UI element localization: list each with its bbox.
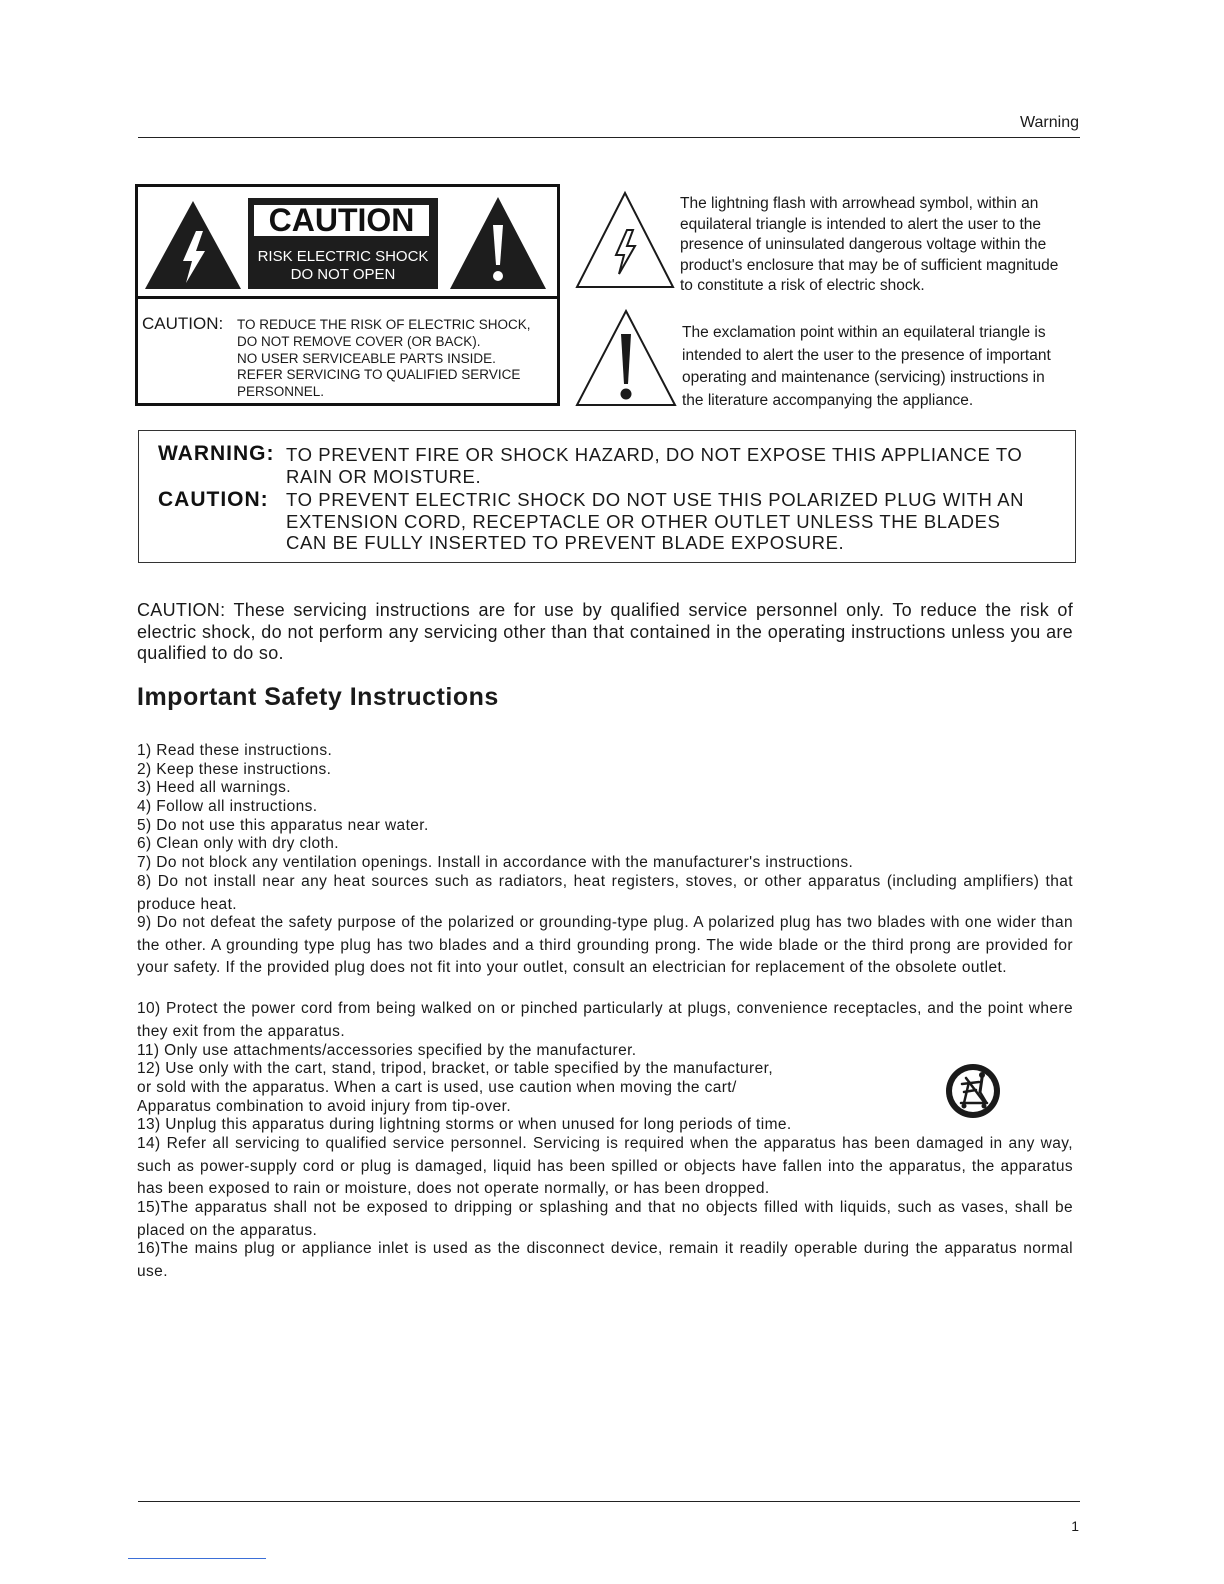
caution-label-lead: CAUTION:: [142, 314, 224, 333]
header-rule: [138, 137, 1080, 138]
lightning-explanation: [680, 194, 1058, 297]
instruction-item: Apparatus combination to avoid injury from tip-over.: [137, 1098, 512, 1115]
page-header-title: Warning: [1020, 114, 1079, 131]
caution-line: EXTENSION CORD, RECEPTACLE OR OTHER OUTLET UNLESS THE BLADES: [286, 510, 1001, 532]
warning-label: WARNING:: [158, 442, 275, 465]
instruction-item: 15)The apparatus shall not be exposed to dripping or splashing and that no objects filled with liquids, such as vases, shall be placed on the apparatus.: [137, 1199, 1073, 1239]
lightning-line: presence of uninsulated dangerous voltage within the: [680, 236, 1047, 253]
exclamation-line: The exclamation point within an equilateral triangle is: [682, 324, 1046, 341]
instruction-item: 4) Follow all instructions.: [137, 798, 318, 815]
caution-label: [135, 184, 560, 406]
instruction-item: 16)The mains plug or appliance inlet is used as the disconnect device, remain it readily operable during the apparatus normal use.: [137, 1240, 1073, 1280]
footer-rule: [138, 1501, 1080, 1502]
caution-label-line: TO REDUCE THE RISK OF ELECTRIC SHOCK,: [237, 317, 531, 332]
warning-text: [286, 444, 1022, 487]
instruction-item: 2) Keep these instructions.: [137, 761, 332, 778]
caution-label-divider: [138, 296, 557, 299]
caution-label-sub1: RISK ELECTRIC SHOCK: [257, 248, 429, 265]
exclamation-warning-icon: [448, 195, 548, 291]
exclamation-outline-icon: [574, 308, 678, 408]
page-number: 1: [1071, 1518, 1079, 1534]
exclamation-explanation: [682, 322, 1051, 412]
instruction-item: 6) Clean only with dry cloth.: [137, 835, 339, 852]
instruction-item: 11) Only use attachments/accessories specified by the manufacturer.: [137, 1042, 637, 1059]
instruction-item: 10) Protect the power cord from being walked on or pinched particularly at plugs, convenience receptacles, and the point where they exit from the apparatus.: [137, 1000, 1073, 1040]
instruction-item: 1) Read these instructions.: [137, 742, 333, 759]
caution-label-line: DO NOT REMOVE COVER (OR BACK).: [237, 333, 481, 349]
caution-label-title: CAUTION: [251, 202, 432, 239]
exclamation-line: the literature accompanying the appliance.: [682, 391, 974, 409]
instruction-item: 13) Unplug this apparatus during lightning storms or when unused for long periods of time.: [137, 1116, 792, 1133]
instruction-item: 7) Do not block any ventilation openings. Install in accordance with the manufacturer's instructions.: [137, 854, 854, 871]
warning-line: TO PREVENT FIRE OR SHOCK HAZARD, DO NOT EXPOSE THIS APPLIANCE TO: [286, 444, 1023, 465]
caution-label-heading: CAUTION:: [158, 488, 269, 511]
instruction-item: 3) Heed all warnings.: [137, 779, 291, 796]
servicing-caution-paragraph: CAUTION: These servicing instructions are for use by qualified service personnel only. To reduce the risk of electric shock, do not perform any servicing other than that contained in the operating instructions unless you are qualified to do so.: [137, 600, 1073, 663]
caution-label-sub2: DO NOT OPEN: [290, 266, 396, 283]
footer-link-underline: [128, 1558, 266, 1559]
caution-label-line: NO USER SERVICEABLE PARTS INSIDE.: [237, 350, 496, 366]
lightning-line: to constitute a risk of electric shock.: [680, 277, 925, 294]
warning-box: [138, 430, 1076, 563]
exclamation-line: operating and maintenance (servicing) instructions in: [682, 369, 1045, 386]
exclamation-line: intended to alert the user to the presence of important: [682, 346, 1051, 364]
instruction-item: 8) Do not install near any heat sources such as radiators, heat registers, stoves, or other apparatus (including amplifiers) that produce heat.: [137, 873, 1073, 913]
caution-line: TO PREVENT ELECTRIC SHOCK DO NOT USE THIS POLARIZED PLUG WITH AN: [286, 489, 1025, 510]
safety-instructions-title: Important Safety Instructions: [137, 683, 499, 711]
caution-text: [286, 489, 1024, 554]
instruction-item: 9) Do not defeat the safety purpose of the polarized or grounding-type plug. A polarized plug has two blades with one wider than the other. A grounding type plug has two blades and a third grounding prong. The wide blade or the third prong are provided for your safety. If the provided plug does not fit into your outlet, consult an electrician for replacement of the obsolete outlet.: [137, 914, 1073, 976]
caution-label-line: PERSONNEL.: [237, 384, 325, 400]
caution-label-line: REFER SERVICING TO QUALIFIED SERVICE: [237, 367, 521, 383]
instruction-item: 12) Use only with the cart, stand, tripod, bracket, or table specified by the manufacturer,: [137, 1060, 774, 1077]
lightning-line: equilateral triangle is intended to alert the user to the: [680, 215, 1042, 233]
cart-tipover-warning-icon: [944, 1062, 1002, 1120]
lightning-line: product's enclosure that may be of sufficient magnitude: [680, 256, 1059, 274]
warning-line: RAIN OR MOISTURE.: [286, 465, 482, 487]
instruction-item: 14) Refer all servicing to qualified service personnel. Servicing is required when the apparatus has been damaged in any way, such as power-supply cord or plug is damaged, liquid has been spilled or objects have fallen into the apparatus, the apparatus has been exposed to rain or moisture, does not operate normally, or has been dropped.: [137, 1135, 1073, 1197]
instruction-item: 5) Do not use this apparatus near water.: [137, 817, 429, 834]
lightning-outline-icon: [574, 190, 676, 290]
lightning-warning-icon: [143, 199, 243, 291]
caution-label-center: [248, 198, 438, 289]
instruction-item: or sold with the apparatus. When a cart is used, use caution when moving the cart/: [137, 1079, 737, 1096]
caution-line: CAN BE FULLY INSERTED TO PREVENT BLADE EXPOSURE.: [286, 532, 845, 553]
lightning-line: The lightning flash with arrowhead symbol, within an: [680, 195, 1039, 212]
